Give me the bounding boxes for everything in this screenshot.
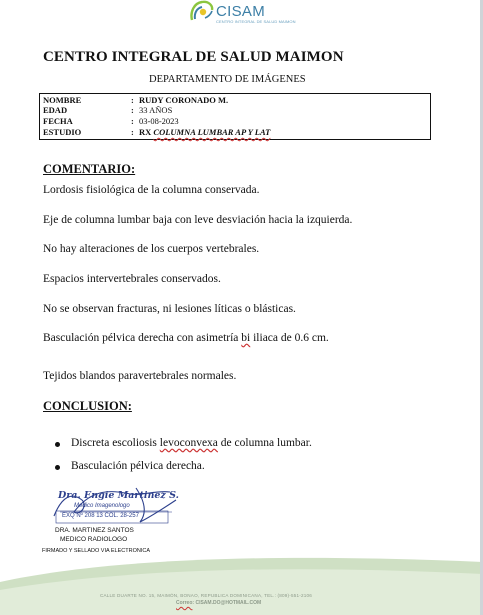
comment-line-2: Eje de columna lumbar baja con leve desviación hacia la izquierda. — [43, 214, 353, 226]
name-label: NOMBRE — [43, 95, 82, 105]
stamp-role: Medico Imagenologo — [74, 503, 130, 509]
conclusion-item-1-word: levoconvexa — [159, 437, 218, 449]
footer-email — [176, 600, 261, 606]
document-title: CENTRO INTEGRAL DE SALUD MAIMON — [43, 49, 344, 65]
comment-line-3: No hay alteraciones de los cuerpos vertebrales. — [43, 243, 260, 255]
study-colon: : — [131, 127, 134, 137]
name-colon: : — [131, 95, 134, 105]
comment-heading: COMENTARIO: — [43, 162, 136, 176]
cisam-logo — [188, 0, 298, 26]
age-colon: : — [131, 105, 134, 115]
conclusion-item-2-text: Basculación pélvica derecha. — [71, 460, 205, 472]
date-value: 03-08-2023 — [139, 116, 179, 126]
date-colon: : — [131, 116, 134, 126]
bullet-icon — [55, 465, 60, 470]
comment-line-1: Lordosis fisiológica de la columna conservada. — [43, 184, 260, 196]
comment-line-6-start: Basculación pélvica derecha con asimetría — [43, 332, 242, 344]
study-label: ESTUDIO — [43, 127, 82, 137]
footer-email-prefix: Correo — [176, 600, 193, 606]
name-value: RUDY CORONADO M. — [139, 95, 229, 105]
conclusion-item-1-pre: Discreta escoliosis — [71, 437, 160, 449]
logo-subtitle: CENTRO INTEGRAL DE SALUD MAIMON — [216, 19, 296, 24]
study-name: COLUMNA LUMBAR AP Y LAT — [153, 127, 271, 137]
stamp-doctor-name: Dra. Engie Martinez S. — [58, 490, 179, 501]
doctor-name: DRA. MARTINEZ SANTOS — [55, 527, 134, 534]
doctor-title: MEDICO RADIOLOGO — [60, 536, 128, 543]
comment-line-6 — [43, 332, 329, 344]
signature-note: FIRMADO Y SELLADO VIA ELECTRONICA — [42, 548, 150, 554]
footer-email-address: : CISAM.DO@HOTMAIL.COM — [192, 600, 262, 606]
comment-line-5: No se observan fracturas, ni lesiones líticas o blásticas. — [43, 303, 296, 315]
age-label: EDAD — [43, 105, 68, 115]
conclusion-heading: CONCLUSION: — [43, 399, 132, 413]
bullet-icon — [55, 442, 60, 447]
age-value: 33 AÑOS — [139, 105, 173, 115]
department-name: DEPARTAMENTO DE IMÁGENES — [149, 74, 306, 85]
logo-wordmark: CISAM — [216, 3, 266, 20]
date-label: FECHA — [43, 116, 73, 126]
stamp-ids: EXQ Nº 208 13 COL. 28-257 — [62, 513, 139, 519]
footer-address: CALLE DUARTE NO. 15, MAIMÓN, BONAO, REPUBLICA DOMINICANA, TEL.: (809)-551-2106 — [100, 593, 312, 598]
cisam-logo-mark-icon — [188, 0, 216, 22]
conclusion-item-1-text — [71, 437, 312, 449]
patient-info-box — [39, 93, 431, 140]
conclusion-item-1-post: de columna lumbar. — [217, 437, 312, 449]
comment-line-6-word: bi — [241, 332, 251, 344]
comment-line-7: Tejidos blandos paravertebrales normales. — [43, 370, 237, 382]
study-prefix: RX — [139, 127, 154, 137]
study-value — [139, 127, 270, 138]
comment-line-4: Espacios intervertebrales conservados. — [43, 273, 221, 285]
doctor-stamp — [52, 486, 178, 526]
comment-line-6-end: iliaca de 0.6 cm. — [250, 332, 329, 344]
